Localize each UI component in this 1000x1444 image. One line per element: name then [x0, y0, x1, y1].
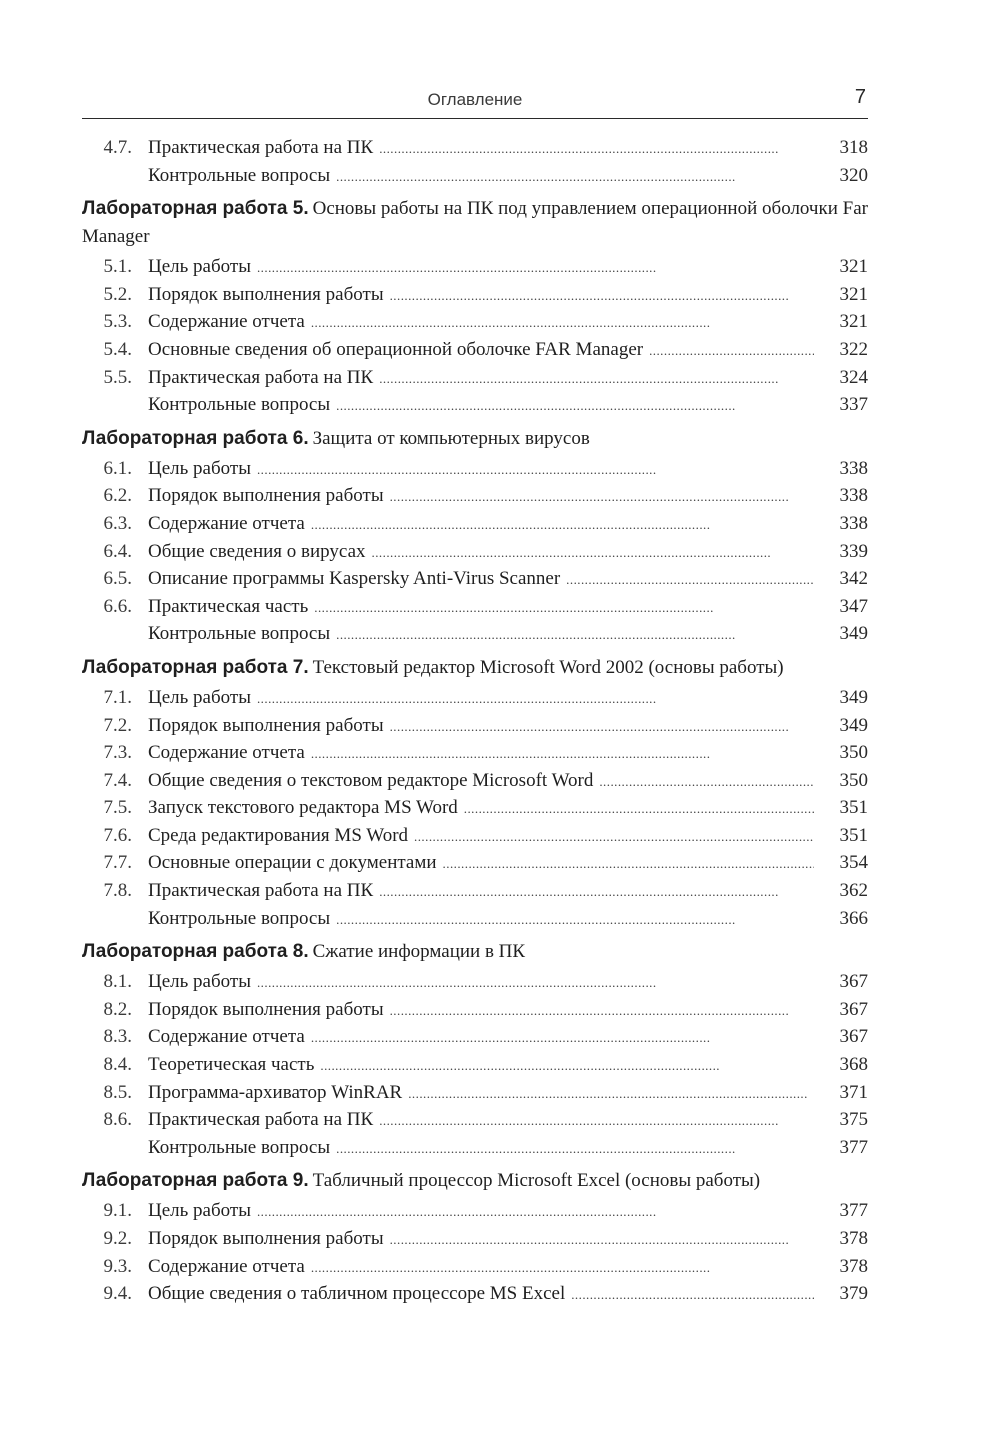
lab-heading[interactable] — [82, 654, 868, 682]
toc-entry[interactable] — [82, 593, 868, 621]
dot-leader — [599, 768, 814, 796]
toc-entry-body — [148, 1051, 814, 1080]
page-header — [82, 84, 868, 119]
lab-heading[interactable] — [82, 938, 868, 966]
table-of-contents — [82, 134, 868, 1308]
toc-entry-number: 9.3. — [103, 1255, 132, 1277]
toc-entry[interactable] — [82, 308, 868, 336]
lab-heading-label: Лабораторная работа 7. — [82, 656, 309, 678]
dot-leader — [257, 254, 814, 282]
toc-entry-body — [148, 1106, 814, 1135]
toc-entry-title: Общие сведения о вирусах — [148, 540, 366, 562]
toc-entry-page: 367 — [839, 971, 868, 993]
toc-entry-number: 5.4. — [103, 338, 132, 360]
toc-entry-title: Содержание отчета — [148, 311, 305, 333]
toc-entry-title: Порядок выполнения работы — [148, 1228, 384, 1249]
toc-entry-page: 350 — [839, 742, 868, 764]
toc-entry-number: 6.4. — [103, 540, 132, 562]
dot-leader — [336, 163, 814, 191]
toc-entry-title: Программа-архиватор WinRAR — [148, 1081, 403, 1103]
toc-entry-page: 349 — [839, 623, 868, 645]
lab-heading-title: Основы работы на ПК под управлением операционной оболочки Far Manager — [82, 198, 868, 248]
toc-entry-page: 320 — [839, 164, 868, 186]
dot-leader — [311, 740, 814, 768]
toc-entry-page: 324 — [839, 366, 868, 388]
toc-entry-number: 7.3. — [103, 742, 132, 764]
toc-entry[interactable] — [82, 822, 868, 850]
toc-entry[interactable] — [82, 1023, 868, 1051]
dot-leader — [443, 850, 814, 878]
toc-entry[interactable] — [82, 996, 868, 1024]
toc-entry-title: Практическая работа на ПК — [148, 366, 374, 388]
dot-leader — [390, 1226, 814, 1254]
toc-entry-title: Порядок выполнения работы — [148, 485, 384, 507]
dot-leader — [390, 282, 814, 310]
toc-entry[interactable] — [82, 794, 868, 822]
toc-entry[interactable] — [82, 1134, 868, 1162]
toc-entry-title: Содержание отчета — [148, 1026, 305, 1048]
toc-entry-title: Контрольные вопросы — [148, 164, 331, 186]
toc-entry-number: 5.2. — [103, 283, 132, 305]
toc-entry-page: 375 — [839, 1109, 868, 1131]
toc-entry-body — [148, 336, 814, 365]
toc-entry-number: 4.7. — [103, 137, 132, 158]
toc-entry-body — [148, 822, 814, 851]
dot-leader — [649, 337, 814, 365]
toc-entry-number: 8.5. — [103, 1081, 132, 1103]
toc-entry-page: 339 — [839, 540, 868, 562]
toc-entry-page: 368 — [839, 1054, 868, 1076]
toc-entry-number: 8.1. — [103, 971, 132, 993]
toc-entry-body — [148, 684, 814, 713]
toc-entry-page: 377 — [839, 1136, 868, 1158]
dot-leader — [372, 539, 814, 567]
toc-entry-title: Цель работы — [148, 686, 251, 708]
toc-entry-body — [148, 391, 814, 420]
toc-entry-number: 7.8. — [103, 880, 132, 902]
toc-entry[interactable] — [82, 455, 868, 483]
toc-entry[interactable] — [82, 364, 868, 392]
toc-entry-page: 322 — [839, 338, 868, 360]
dot-leader — [414, 823, 814, 851]
dot-leader — [314, 594, 814, 622]
toc-entry-page: 366 — [839, 907, 868, 929]
toc-entry-page: 342 — [839, 568, 868, 590]
toc-entry-number: 7.2. — [103, 714, 132, 736]
toc-entry-number: 7.1. — [103, 686, 132, 708]
toc-entry-body — [148, 767, 814, 796]
dot-leader — [311, 309, 814, 337]
dot-leader — [379, 135, 814, 163]
toc-entry-number: 8.6. — [103, 1109, 132, 1131]
toc-entry-number: 9.2. — [103, 1228, 132, 1249]
toc-entry[interactable] — [82, 1253, 868, 1281]
lab-heading-label: Лабораторная работа 5. — [82, 198, 309, 220]
toc-entry-body — [148, 1079, 814, 1108]
toc-entry-body — [148, 1023, 814, 1052]
dot-leader — [408, 1080, 814, 1108]
lab-heading[interactable] — [82, 425, 868, 453]
toc-entry[interactable] — [82, 538, 868, 566]
toc-entry-title: Контрольные вопросы — [148, 394, 331, 416]
toc-entry[interactable] — [82, 1079, 868, 1107]
dot-leader — [257, 456, 814, 484]
toc-entry-page: 321 — [839, 283, 868, 305]
toc-entry-page: 350 — [839, 769, 868, 791]
dot-leader — [257, 1198, 814, 1226]
dot-leader — [320, 1052, 814, 1080]
toc-entry[interactable] — [82, 336, 868, 364]
toc-entry-body — [148, 1253, 814, 1282]
lab-heading-title: Сжатие информации в ПК — [312, 941, 526, 963]
toc-entry-title: Содержание отчета — [148, 1255, 305, 1277]
toc-entry[interactable] — [82, 1106, 868, 1134]
toc-entry-body — [148, 538, 814, 567]
toc-entry-title: Порядок выполнения работы — [148, 283, 384, 305]
dot-leader — [571, 1281, 814, 1309]
toc-entry-title: Теоретическая часть — [148, 1054, 315, 1076]
running-title: Оглавление — [427, 90, 523, 109]
toc-entry-number: 7.7. — [103, 852, 132, 874]
toc-entry-page: 367 — [839, 998, 868, 1020]
toc-entry-body — [148, 968, 814, 997]
toc-entry-title: Цель работы — [148, 457, 251, 479]
toc-entry-page: 338 — [839, 512, 868, 534]
toc-entry[interactable] — [82, 905, 868, 933]
toc-entry-title: Содержание отчета — [148, 742, 305, 764]
lab-heading-label: Лабораторная работа 8. — [82, 941, 309, 963]
toc-entry-body — [148, 794, 814, 823]
toc-entry-number: 5.3. — [103, 311, 132, 333]
toc-entry-body — [148, 849, 814, 878]
dot-leader — [257, 969, 814, 997]
lab-heading-title: Защита от компьютерных вирусов — [312, 427, 590, 449]
toc-entry-body — [148, 253, 814, 282]
toc-entry-title: Порядок выполнения работы — [148, 714, 384, 736]
dot-leader — [311, 1254, 814, 1282]
dot-leader — [379, 1107, 814, 1135]
dot-leader — [311, 1024, 814, 1052]
toc-entry-page: 338 — [839, 485, 868, 507]
toc-entry-page: 354 — [839, 852, 868, 874]
toc-entry-body — [148, 482, 814, 511]
dot-leader — [336, 392, 814, 420]
lab-heading-label: Лабораторная работа 9. — [82, 1170, 309, 1192]
toc-entry[interactable] — [82, 162, 868, 190]
toc-entry-body — [148, 455, 814, 484]
toc-entry-page: 321 — [839, 256, 868, 278]
dot-leader — [336, 906, 814, 934]
toc-entry[interactable] — [82, 482, 868, 510]
toc-entry-title: Практическая работа на ПК — [148, 137, 374, 158]
toc-entry-number: 7.6. — [103, 824, 132, 846]
toc-entry-page: 371 — [839, 1081, 868, 1103]
toc-entry[interactable] — [82, 767, 868, 795]
dot-leader — [566, 566, 814, 594]
toc-entry[interactable] — [82, 391, 868, 419]
dot-leader — [390, 997, 814, 1025]
toc-entry-body — [148, 739, 814, 768]
toc-entry-page: 349 — [839, 686, 868, 708]
toc-entry-body — [148, 565, 814, 594]
toc-entry-page: 378 — [839, 1255, 868, 1277]
dot-leader — [379, 878, 814, 906]
toc-entry-title: Контрольные вопросы — [148, 623, 331, 645]
dot-leader — [390, 713, 814, 741]
toc-entry-page: 377 — [839, 1200, 868, 1222]
toc-entry[interactable] — [82, 620, 868, 648]
page-number: 7 — [854, 86, 866, 108]
toc-entry[interactable] — [82, 877, 868, 905]
toc-entry-number: 9.1. — [103, 1200, 132, 1222]
toc-entry-body — [148, 162, 814, 191]
lab-heading[interactable] — [82, 195, 868, 251]
toc-entry[interactable] — [82, 565, 868, 593]
toc-entry-body — [148, 134, 814, 163]
toc-entry-page: 321 — [839, 311, 868, 333]
toc-entry-body — [148, 281, 814, 310]
dot-leader — [379, 365, 814, 393]
toc-entry[interactable] — [82, 1225, 868, 1253]
toc-entry-page: 338 — [839, 457, 868, 479]
toc-entry[interactable] — [82, 510, 868, 538]
toc-entry[interactable] — [82, 281, 868, 309]
toc-entry-page: 347 — [839, 595, 868, 617]
toc-entry[interactable] — [82, 712, 868, 740]
toc-entry-title: Цель работы — [148, 971, 251, 993]
dot-leader — [336, 621, 814, 649]
toc-entry-title: Контрольные вопросы — [148, 907, 331, 929]
toc-entry[interactable] — [82, 684, 868, 712]
toc-entry-number: 8.3. — [103, 1026, 132, 1048]
toc-entry-number: 9.4. — [103, 1283, 132, 1305]
toc-entry-number: 8.4. — [103, 1054, 132, 1076]
toc-entry-page: 349 — [839, 714, 868, 736]
lab-heading-label: Лабораторная работа 6. — [82, 427, 309, 449]
toc-entry-title: Основные сведения об операционной оболочке FAR Manager — [148, 338, 644, 360]
toc-entry-number: 5.5. — [103, 366, 132, 388]
toc-entry-number: 5.1. — [103, 256, 132, 278]
toc-entry-page: 351 — [839, 797, 868, 819]
toc-entry-body — [148, 1225, 814, 1254]
toc-entry-body — [148, 1280, 814, 1309]
toc-entry-number: 6.1. — [103, 457, 132, 479]
toc-entry-number: 6.3. — [103, 512, 132, 534]
toc-entry[interactable] — [82, 849, 868, 877]
toc-entry[interactable] — [82, 739, 868, 767]
toc-entry-body — [148, 712, 814, 741]
toc-entry-title: Цель работы — [148, 256, 251, 278]
toc-entry-body — [148, 1197, 814, 1226]
dot-leader — [311, 511, 814, 539]
toc-entry-title: Порядок выполнения работы — [148, 998, 384, 1020]
toc-entry-title: Контрольные вопросы — [148, 1136, 331, 1158]
toc-entry-title: Практическая работа на ПК — [148, 1109, 374, 1131]
toc-entry-number: 7.5. — [103, 797, 132, 819]
toc-entry-number: 6.5. — [103, 568, 132, 590]
lab-heading[interactable] — [82, 1167, 868, 1195]
toc-entry-title: Общие сведения о текстовом редакторе Microsoft Word — [148, 769, 594, 791]
toc-entry-number: 8.2. — [103, 998, 132, 1020]
toc-entry[interactable] — [82, 1197, 868, 1225]
dot-leader — [390, 483, 814, 511]
toc-entry-body — [148, 877, 814, 906]
toc-entry-page: 318 — [839, 137, 868, 158]
toc-entry-title: Основные операции с документами — [148, 852, 437, 874]
toc-entry-body — [148, 905, 814, 934]
toc-entry-body — [148, 620, 814, 649]
toc-entry-title: Цель работы — [148, 1200, 251, 1222]
toc-entry-title: Практическая работа на ПК — [148, 880, 374, 902]
toc-entry[interactable] — [82, 253, 868, 281]
toc-entry[interactable] — [82, 968, 868, 996]
toc-entry-number: 7.4. — [103, 769, 132, 791]
lab-heading-title: Текстовый редактор Microsoft Word 2002 (основы работы) — [312, 656, 784, 678]
toc-entry-body — [148, 996, 814, 1025]
toc-entry-title: Запуск текстового редактора MS Word — [148, 797, 458, 819]
toc-entry-title: Общие сведения о табличном процессоре MS Excel — [148, 1283, 566, 1305]
toc-entry-page: 379 — [839, 1283, 868, 1305]
toc-entry-title: Среда редактирования MS Word — [148, 824, 409, 846]
toc-entry-page: 362 — [839, 880, 868, 902]
toc-entry-page: 367 — [839, 1026, 868, 1048]
toc-entry-body — [148, 308, 814, 337]
toc-entry-body — [148, 364, 814, 393]
toc-entry-title: Практическая часть — [148, 595, 309, 617]
toc-entry-body — [148, 510, 814, 539]
toc-entry-page: 351 — [839, 824, 868, 846]
toc-entry-title: Описание программы Kaspersky Anti-Virus Scanner — [148, 568, 561, 590]
toc-entry-number: 6.2. — [103, 485, 132, 507]
dot-leader — [464, 795, 814, 823]
dot-leader — [336, 1135, 814, 1163]
toc-entry[interactable] — [82, 134, 868, 162]
toc-entry[interactable] — [82, 1280, 868, 1308]
toc-entry-body — [148, 1134, 814, 1163]
lab-heading-title: Табличный процессор Microsoft Excel (основы работы) — [312, 1170, 761, 1192]
toc-entry-body — [148, 593, 814, 622]
toc-entry-number: 6.6. — [103, 595, 132, 617]
dot-leader — [257, 685, 814, 713]
toc-entry-title: Содержание отчета — [148, 512, 305, 534]
toc-entry[interactable] — [82, 1051, 868, 1079]
toc-entry-page: 337 — [839, 394, 868, 416]
toc-entry-page: 378 — [839, 1228, 868, 1249]
